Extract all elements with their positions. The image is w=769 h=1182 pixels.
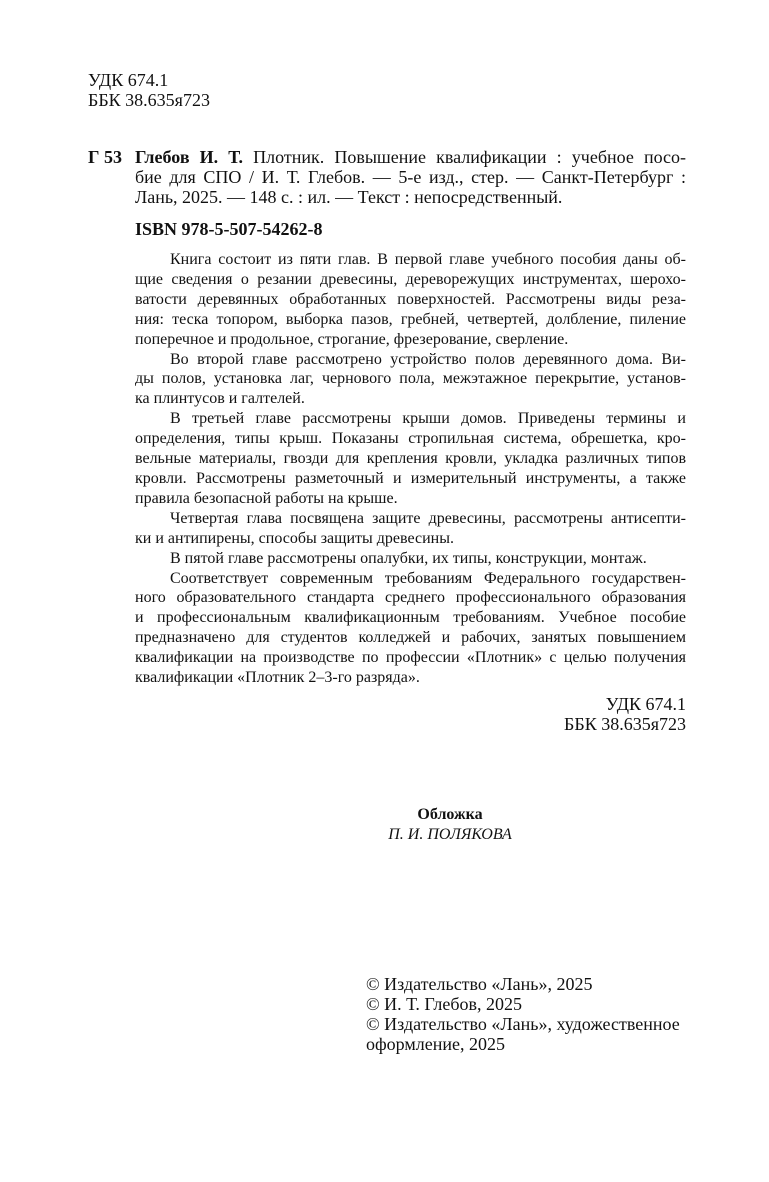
- citation-line: Лань, 2025. — 148 с. : ил. — Текст : непосредственный.: [135, 187, 563, 207]
- annotation-paragraph: [135, 409, 686, 509]
- annotation-line: ки и антипирены, способы защиты древесины.: [135, 529, 454, 547]
- bibliographic-citation: [135, 147, 686, 207]
- udk-code: УДК 674.1: [605, 694, 686, 714]
- classification-header: [88, 70, 210, 110]
- annotation-line: правила безопасной работы на крыше.: [135, 489, 398, 507]
- annotation-line: Соответствует современным требованиям Федерального государствен-: [170, 569, 686, 587]
- annotation-line: ного образовательного стандарта среднего профессионального образования: [135, 589, 686, 607]
- cover-label: Обложка: [417, 806, 483, 823]
- copyright-line: оформление, 2025: [366, 1034, 506, 1054]
- annotation-line: и профессиональным квалификационным требованиям. Учебное пособие: [135, 609, 686, 627]
- citation-line: бие для СПО / И. Т. Глебов. — 5-е изд., стер. — Санкт-Петербург :: [135, 167, 686, 187]
- copyright-line: © Издательство «Лань», художественное: [366, 1014, 680, 1034]
- annotation-line: ка плинтусов и галтелей.: [135, 390, 305, 408]
- copyright-block: [366, 974, 680, 1054]
- annotation-paragraph: [135, 250, 686, 350]
- annotation-line: квалификации «Плотник 2–3-го разряда».: [135, 669, 420, 687]
- isbn: ISBN 978-5-507-54262-8: [135, 219, 323, 239]
- annotation-paragraph: [135, 350, 686, 410]
- annotation-line: квалификации на производстве по профессии «Плотник» с целью получения: [135, 649, 686, 667]
- copyright-line: © И. Т. Глебов, 2025: [366, 994, 523, 1014]
- annotation-line: щие сведения о резании древесины, дереворежущих инструментах, шерохо-: [135, 270, 686, 288]
- citation-line: [135, 147, 686, 167]
- annotation-line: предназначено для студентов колледжей и рабочих, занятых повышением: [135, 629, 686, 647]
- citation-title: Плотник. Повышение квалификации : учебное посо-: [242, 147, 687, 167]
- annotation-line: Четвертая глава посвящена защите древесины, рассмотрены антисепти-: [170, 509, 686, 527]
- copyright-line: © Издательство «Лань», 2025: [366, 974, 593, 994]
- author-name: Глебов И. Т.: [135, 147, 243, 167]
- bbk-code: ББК 38.635я723: [564, 714, 686, 734]
- annotation-paragraph: [135, 569, 686, 688]
- classification-footer: [500, 694, 686, 734]
- cover-designer: П. И. ПОЛЯКОВА: [388, 825, 512, 843]
- annotation-paragraph: [135, 509, 686, 549]
- annotation-line: ния: теска топором, выборка пазов, гребней, четвертей, долбление, пиление: [135, 310, 686, 328]
- author-cipher: Г 53: [88, 147, 122, 167]
- annotation-line: ды полов, установка лаг, чернового пола, межэтажное перекрытие, установ-: [135, 370, 686, 388]
- annotation-line: Во второй главе рассмотрено устройство полов деревянного дома. Ви-: [170, 350, 686, 368]
- annotation-line: ватости деревянных обработанных поверхностей. Рассмотрены виды реза-: [135, 290, 686, 308]
- annotation-line: В пятой главе рассмотрены опалубки, их типы, конструкции, монтаж.: [170, 549, 647, 567]
- cover-credit: [300, 805, 600, 845]
- annotation-line: вельные материалы, гвозди для крепления кровли, укладка различных типов: [135, 450, 686, 468]
- annotation-line: кровли. Рассмотрены разметочный и измерительный инструменты, а также: [135, 469, 686, 487]
- bbk-code: ББК 38.635я723: [88, 90, 210, 110]
- annotation-paragraph: [135, 549, 686, 569]
- annotation-line: поперечное и продольное, строгание, фрезерование, сверление.: [135, 330, 569, 348]
- annotation-line: В третьей главе рассмотрены крыши домов. Приведены термины и: [170, 410, 686, 428]
- annotation-line: определения, типы крыш. Показаны стропильная система, обрешетка, кро-: [135, 430, 686, 448]
- udk-code: УДК 674.1: [88, 70, 169, 90]
- annotation-line: Книга состоит из пяти глав. В первой главе учебного пособия даны об-: [170, 251, 686, 268]
- annotation: [135, 250, 686, 688]
